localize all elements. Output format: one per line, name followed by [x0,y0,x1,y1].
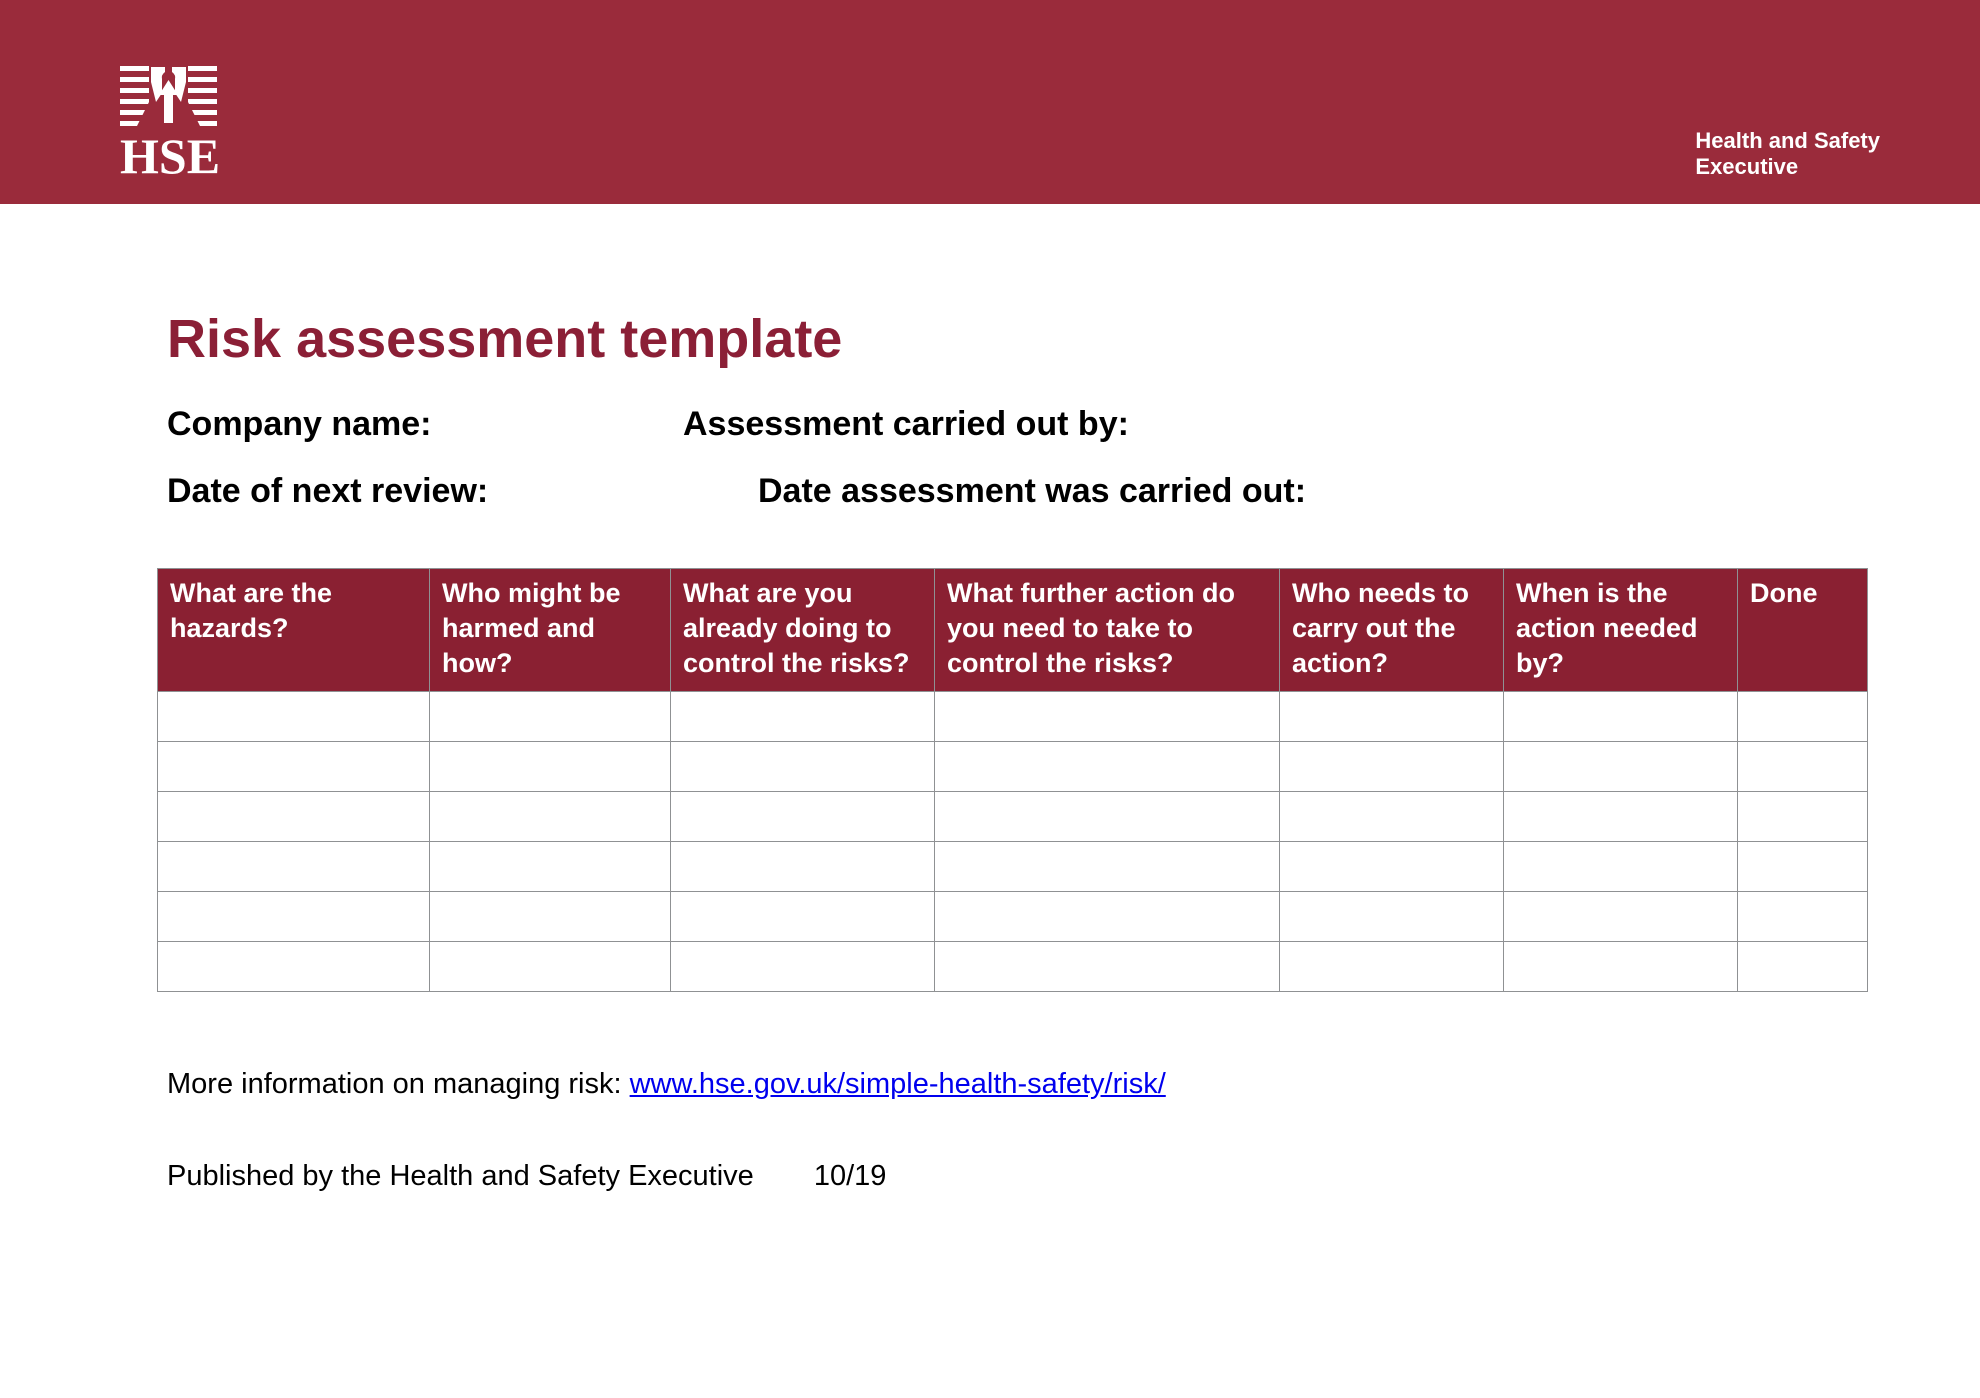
table-cell [430,842,671,892]
table-cell [430,892,671,942]
table-cell [671,692,935,742]
col-header-who-carries: Who needs to carry out the action? [1280,569,1504,692]
more-info-line [167,1066,1870,1102]
table-cell [1504,692,1738,742]
hse-risk-link[interactable]: www.hse.gov.uk/simple-health-safety/risk/ [629,1068,1166,1101]
col-header-further-action: What further action do you need to take to control the risks? [935,569,1280,692]
hse-logo [120,66,221,184]
field-row-1 [167,404,1870,445]
table-cell [430,692,671,742]
next-review-label: Date of next review: [167,472,489,511]
brand-name [1695,128,1880,180]
table-row [158,742,1868,792]
table-cell [158,742,430,792]
table-row [158,692,1868,742]
document-body [0,204,1980,1194]
table-cell [671,892,935,942]
table-cell [1504,842,1738,892]
more-info-label: More information on managing risk: [167,1068,630,1101]
table-cell [1280,892,1504,942]
table-cell [935,692,1280,742]
table-cell [1280,842,1504,892]
table-cell [935,842,1280,892]
table-cell [1504,892,1738,942]
table-cell [158,942,430,992]
table-cell [1280,692,1504,742]
col-header-hazards: What are the hazards? [158,569,430,692]
page-title: Risk assessment template [167,309,843,369]
table-cell [671,742,935,792]
table-row [158,942,1868,992]
table-header-row [158,569,1868,692]
table-cell [158,892,430,942]
table-cell [1280,942,1504,992]
published-line [167,1158,1870,1194]
table-cell [671,792,935,842]
table-cell [1738,892,1868,942]
table-cell [1738,942,1868,992]
table-cell [1738,842,1868,892]
col-header-already-doing: What are you already doing to control the risks? [671,569,935,692]
version-label: 10/19 [813,1160,887,1193]
table-row [158,792,1868,842]
table-cell [158,792,430,842]
table-cell [158,692,430,742]
table-cell [430,742,671,792]
table-cell [430,792,671,842]
table-cell [935,792,1280,842]
table-cell [1504,792,1738,842]
table-cell [671,942,935,992]
table-cell [1738,692,1868,742]
table-cell [1738,742,1868,792]
table-cell [935,742,1280,792]
assessment-by-label: Assessment carried out by: [683,405,1129,444]
published-label: Published by the Health and Safety Executive [167,1160,754,1193]
col-header-done: Done [1738,569,1868,692]
table-cell [1280,742,1504,792]
table-cell [158,842,430,892]
table-row [158,892,1868,942]
top-bar [0,0,1980,204]
table-cell [1504,942,1738,992]
hse-logo-emblem [120,66,217,128]
table-cell [671,842,935,892]
col-header-who-harmed: Who might be harmed and how? [430,569,671,692]
table-cell [935,942,1280,992]
table-cell [1280,792,1504,842]
date-carried-out-label: Date assessment was carried out: [758,472,1307,511]
table-cell [430,942,671,992]
hse-logo-text: HSE [120,128,221,184]
table-cell [1738,792,1868,842]
brand-line-1: Health and Safety [1695,128,1880,153]
table-cell [1504,742,1738,792]
table-row [158,842,1868,892]
field-row-2 [167,471,1870,512]
brand-line-2: Executive [1695,154,1799,179]
col-header-when-needed: When is the action needed by? [1504,569,1738,692]
risk-assessment-table [157,568,1868,992]
company-name-label: Company name: [167,405,432,444]
table-cell [935,892,1280,942]
